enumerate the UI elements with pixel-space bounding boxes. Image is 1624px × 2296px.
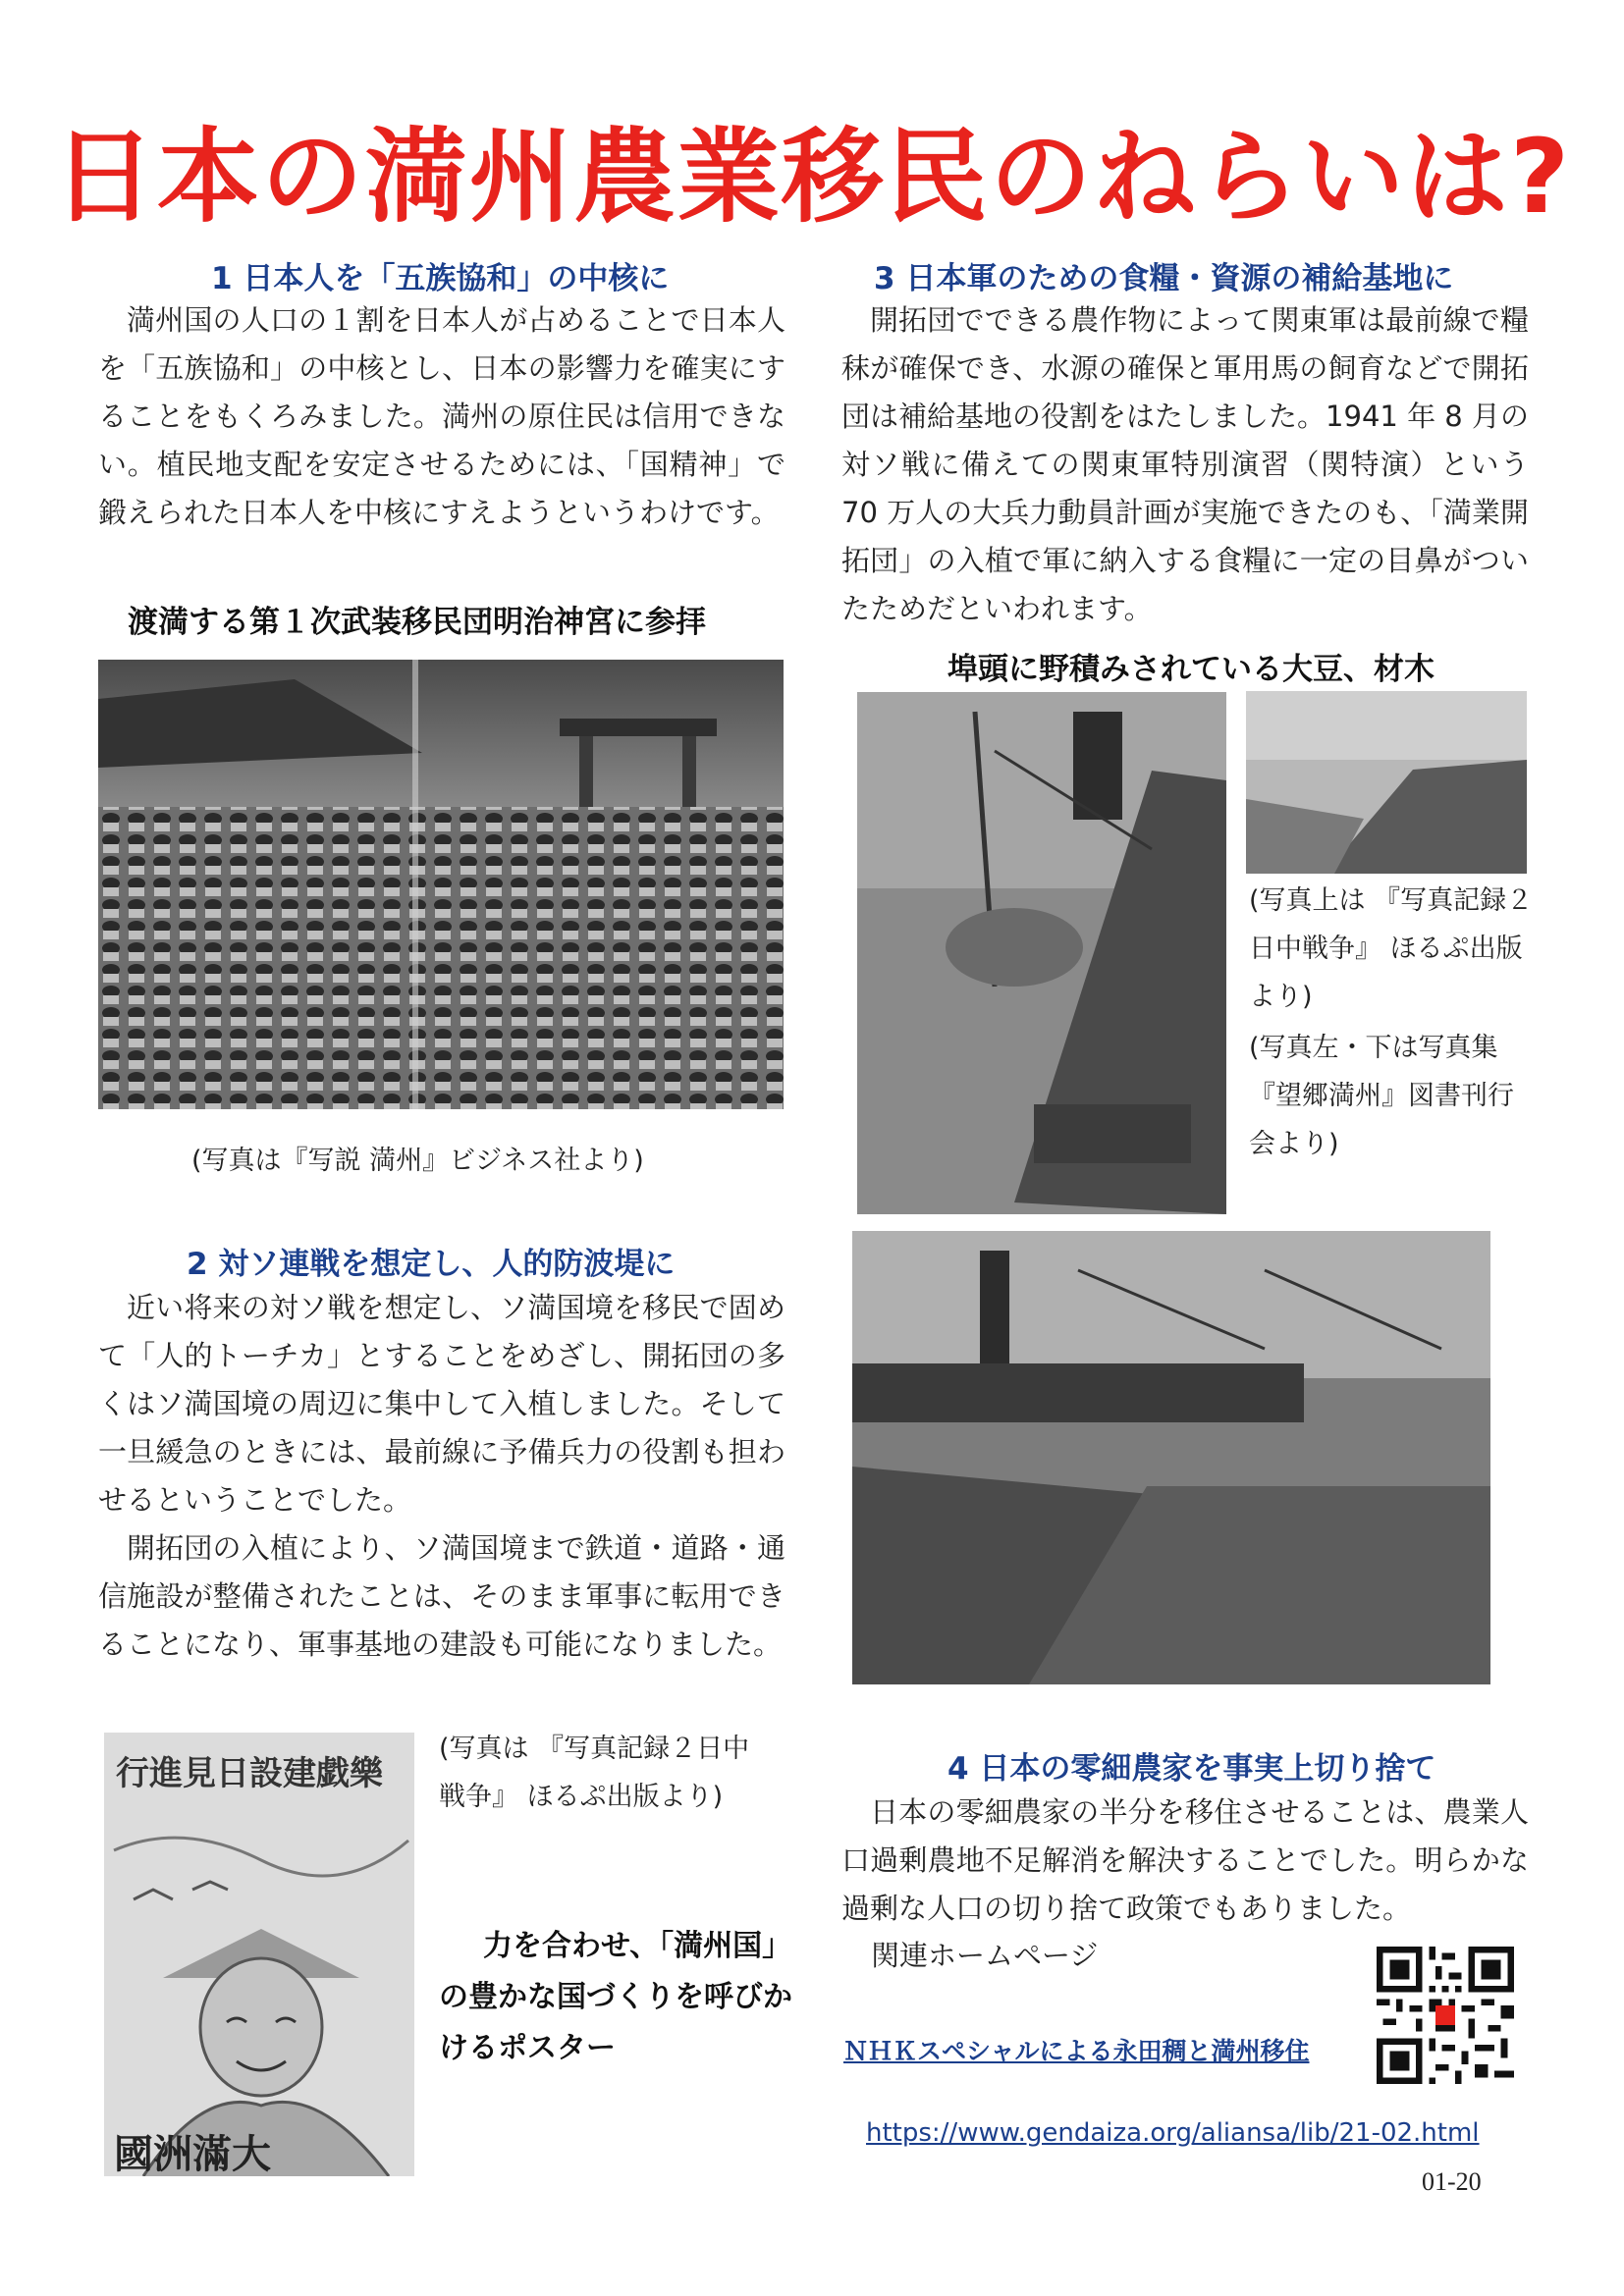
propaganda-poster-image [104,1733,414,2176]
poster-bottom-text: 國洲滿大 [114,2132,271,2176]
section4-body: 日本の零細農家の半分を移住させることは、農業人口過剰農地不足解消を解決することでした。明らかな過剰な人口の切り捨て政策でもありました。 [841,1795,1529,1925]
photo-left-bottom-source-caption: (写真左・下は写真集『望郷満州』図書刊行会より) [1249,1033,1514,1159]
section1-heading: 1 日本人を「五族協和」の中核に [211,261,670,296]
section1-body: 満州国の人口の１割を日本人が占めることで日本人を「五族協和」の中核とし、日本の影響力を確実にすることをもくろみました。満州の原住民は信用できない。植民地支配を安定させるためには、「国精神」で鍛えられた日本人を中核にすえようというわけです。 [98,303,785,529]
homepage-url-link[interactable]: https://www.gendaiza.org/aliansa/lib/21-02.html [866,2118,1480,2148]
section4-heading: 4 日本の零細農家を事実上切り捨て [947,1751,1436,1787]
poster-source-caption: (写真は 『写真記録２日中戦争』 ほるぷ出版より) [439,1734,750,1812]
section1-photo-heading: 渡満する第１次武装移民団明治神宮に参拝 [128,605,706,640]
page-number: 01-20 [1422,2167,1482,2196]
shrine-crowd-photo [98,660,784,1109]
related-homepage-label: 関連ホームページ [871,1939,1099,1972]
timber-dock-photo [852,1231,1490,1684]
section2-body-1: 近い将来の対ソ戦を想定し、ソ満国境を移民で固めて「人的トーチカ」とすることをめざし、開拓団の多くはソ満国境の周辺に集中して入植しました。そして一旦緩急のときには、最前線に予備兵力の役割も担わせるということでした。 [98,1291,785,1517]
nhk-special-link[interactable]: ＮＨＫスペシャルによる永田稠と満州移住 [843,2037,1310,2065]
page-title: 日本の満州農業移民のねらいは? [52,117,1572,237]
section1-photo-caption: (写真は『写説 満州』ビジネス社より) [191,1146,644,1176]
photo-top-source-caption: (写真上は 『写真記録２日中戦争』 ほるぷ出版より) [1249,885,1534,1012]
poster-description: 力を合わせ、「満州国」の豊かな国づくりを呼びかけるポスター [439,1929,792,2065]
cargo-ship-photo [857,692,1226,1214]
poster-top-text: 行進見日設建戯樂 [116,1754,383,1793]
section3-body: 開拓団でできる農作物によって関東軍は最前線で糧秣が確保でき、水源の確保と軍用馬の飼育などで開拓団は補給基地の役割をはたしました。1941 年 8 月の対ソ戦に備えての関東軍特別演習（関特演）という 70 万人の大兵力動員計画が実施できたのも、「満業開拓団」の入植で軍に納入する食糧に一定の目鼻がついたためだといわれます。 [841,303,1529,625]
section3-photo-heading: 埠頭に野積みされている大豆、材木 [947,652,1435,687]
soybean-pile-photo [1246,691,1527,874]
qr-code[interactable] [1377,1947,1514,2084]
section2-heading: 2 対ソ連戦を想定し、人的防波堤に [187,1247,676,1282]
section3-heading: 3 日本軍のための食糧・資源の補給基地に [874,261,1454,296]
section2-body-2: 開拓団の入植により、ソ満国境まで鉄道・道路・通信施設が整備されたことは、そのまま軍事に転用できることになり、軍事基地の建設も可能になりました。 [98,1531,785,1661]
